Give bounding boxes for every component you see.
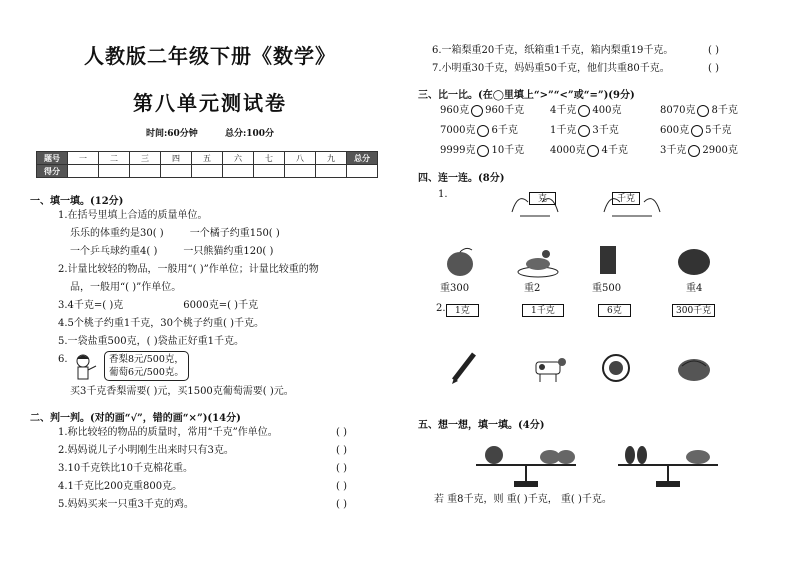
judge-item — [30, 478, 390, 496]
coin-icon — [600, 352, 632, 384]
compare-item: 7000克 6千克 — [440, 125, 518, 136]
score-header-cell: 三 — [130, 152, 161, 165]
q1b: 一个橘子约重150( ) — [189, 228, 280, 239]
weight-box: 300千克 — [672, 304, 715, 317]
answer-paren[interactable]: ( ) — [336, 481, 347, 492]
pumpkin-icon — [676, 244, 712, 276]
question-3 — [30, 297, 390, 315]
score-cell[interactable] — [68, 165, 99, 178]
judge-text: 6.一箱梨重20千克，纸箱重1千克，箱内梨重19千克。 — [432, 45, 674, 56]
total-score: 总分:100分 — [224, 129, 275, 139]
section-2-title: 二、判一判。(对的画“√”，错的画“×”)(14分) — [30, 413, 241, 424]
compare-circle[interactable] — [477, 125, 489, 137]
weight-label: 重500 — [592, 283, 622, 294]
score-cell[interactable] — [130, 165, 161, 178]
question-1-row — [30, 243, 390, 261]
judge-item — [30, 496, 390, 514]
compare-item: 1千克 3千克 — [550, 125, 619, 136]
score-cell[interactable] — [254, 165, 285, 178]
score-cell[interactable] — [223, 165, 254, 178]
question-2: 2.计量比较轻的物品，一般用“( )”作单位；计量比较重的物 — [58, 264, 319, 275]
score-header-cell: 题号 — [37, 152, 68, 165]
judge-text: 7.小明重30千克，妈妈重50千克，他们共重80千克。 — [432, 63, 670, 74]
price-pear: 香梨8元/500克， — [109, 354, 184, 365]
q6-number: 6. — [58, 354, 68, 365]
q1a: 乐乐的体重约是30( ) — [70, 228, 164, 239]
weight-box: 1千克 — [522, 304, 564, 317]
compare-item: 4000克 4千克 — [550, 145, 628, 156]
bag-icon — [596, 240, 620, 276]
section-5-title: 五、想一想，填一填。(4分) — [418, 420, 545, 431]
compare-circle[interactable] — [691, 125, 703, 137]
section-4-title: 四、连一连。(8分) — [418, 173, 505, 184]
question-2-cont: 品，一般用“( )”作单位。 — [70, 282, 182, 293]
compare-circle[interactable] — [697, 105, 709, 117]
score-cell[interactable] — [161, 165, 192, 178]
answer-paren[interactable]: ( ) — [336, 427, 347, 438]
q3b: 6000克=( )千克 — [183, 300, 259, 311]
weight-box: 6克 — [598, 304, 631, 317]
scale-unit-label: 千克 — [612, 192, 640, 205]
compare-circle[interactable] — [688, 145, 700, 157]
compare-circle[interactable] — [587, 145, 599, 157]
balance-area — [418, 431, 768, 491]
compare-item: 9999克 10千克 — [440, 145, 525, 156]
judge-item — [30, 460, 390, 478]
q1c: 一个乒乓球约重4( ) — [70, 246, 158, 257]
compare-item: 8070克 8千克 — [660, 105, 738, 116]
score-cell[interactable] — [99, 165, 130, 178]
score-header-cell: 八 — [285, 152, 316, 165]
weight-label: 重300 — [440, 283, 470, 294]
question-5: 5.一袋盐重500克，( )袋盐正好重1千克。 — [58, 336, 244, 347]
score-header-cell: 七 — [254, 152, 285, 165]
price-bubble — [104, 351, 189, 381]
score-header-cell: 二 — [99, 152, 130, 165]
score-cell[interactable] — [285, 165, 316, 178]
score-cell[interactable] — [192, 165, 223, 178]
balance-fill-question: 若 重8千克，则 重( )千克， 重( )千克。 — [434, 494, 612, 505]
section-3-title: 三、比一比。(在◯里填上“>”“<”或“=”)(9分) — [418, 90, 635, 101]
judge-item — [418, 42, 768, 60]
scale-unit-label: 克 — [529, 192, 556, 205]
answer-paren[interactable]: ( ) — [336, 463, 347, 474]
weight-box: 1克 — [446, 304, 479, 317]
score-cell[interactable] — [316, 165, 347, 178]
score-header-cell: 九 — [316, 152, 347, 165]
score-header-cell: 一 — [68, 152, 99, 165]
match-part-2: 2. — [436, 303, 446, 314]
answer-paren[interactable]: ( ) — [336, 445, 347, 456]
q3a: 3.4千克=( )克 — [58, 300, 124, 311]
weight-label: 重4 — [686, 283, 703, 294]
judge-text: 2.妈妈说儿子小明刚生出来时只有3克。 — [58, 445, 234, 456]
duck-icon — [516, 244, 560, 278]
compare-item: 3千克 2900克 — [660, 145, 738, 156]
answer-paren[interactable]: ( ) — [336, 499, 347, 510]
score-cell[interactable] — [347, 165, 378, 178]
judge-item — [418, 60, 768, 78]
score-header-cell: 五 — [192, 152, 223, 165]
score-table — [36, 151, 378, 178]
judge-text: 3.10千克铁比10千克棉花重。 — [58, 463, 193, 474]
compare-item: 4千克 400克 — [550, 105, 622, 116]
compare-item: 960克 960千克 — [440, 105, 525, 116]
exam-meta — [30, 126, 390, 139]
judge-item — [30, 442, 390, 460]
score-header-cell: 四 — [161, 152, 192, 165]
q1d: 一只熊猫约重120( ) — [183, 246, 274, 257]
question-6 — [30, 351, 390, 383]
match-part-1: 1. — [438, 189, 448, 200]
score-row-label: 得分 — [37, 165, 68, 178]
judge-text: 1.称比较轻的物品的质量时，常用“千克”作单位。 — [58, 427, 278, 438]
compare-circle[interactable] — [471, 105, 483, 117]
compare-circle[interactable] — [477, 145, 489, 157]
cow-icon — [528, 352, 568, 384]
weight-label: 重2 — [524, 283, 541, 294]
balance-scale-icon — [608, 437, 728, 489]
time-limit: 时间:60分钟 — [145, 129, 198, 139]
judge-text: 5.妈妈买来一只重3千克的鸡。 — [58, 499, 194, 510]
question-4: 4.5个桃子约重1千克，30个桃子约重( )千克。 — [58, 318, 264, 329]
question-1: 1.在括号里填上合适的质量单位。 — [58, 210, 208, 221]
pencil-icon — [448, 350, 478, 386]
compare-circle[interactable] — [578, 125, 590, 137]
compare-item: 600克 5千克 — [660, 125, 732, 136]
left-column — [30, 40, 390, 514]
matching-area — [418, 184, 768, 416]
balance-scale-icon — [466, 437, 586, 489]
compare-grid — [418, 101, 768, 161]
page-subtitle: 第八单元测试卷 — [133, 91, 287, 115]
judge-item — [30, 424, 390, 442]
compare-circle[interactable] — [578, 105, 590, 117]
score-header-cell: 总分 — [347, 152, 378, 165]
answer-paren[interactable]: ( ) — [708, 63, 719, 74]
child-icon — [72, 353, 98, 383]
score-header-cell: 六 — [223, 152, 254, 165]
question-6-text: 买3千克香梨需要( )元，买1500克葡萄需要( )元。 — [70, 386, 294, 397]
right-column — [418, 42, 768, 509]
peach-icon — [442, 246, 478, 278]
cabbage-icon — [676, 354, 712, 384]
question-1-row — [30, 225, 390, 243]
page-title: 人教版二年级下册《数学》 — [84, 44, 336, 68]
answer-paren[interactable]: ( ) — [708, 45, 719, 56]
judge-text: 4.1千克比200克重800克。 — [58, 481, 183, 492]
section-1-title: 一、填一填。(12分) — [30, 196, 124, 207]
price-grape: 葡萄6元/500克。 — [109, 367, 184, 378]
